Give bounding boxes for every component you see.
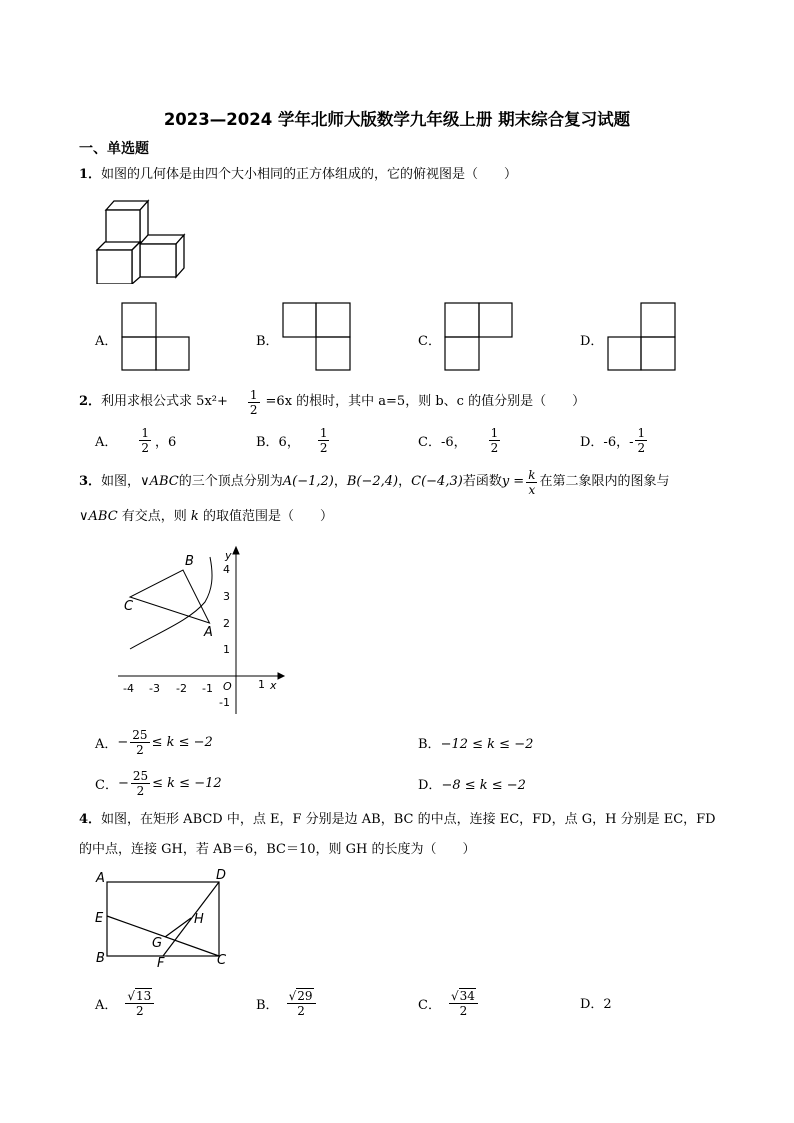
q3-option-b[interactable]	[418, 733, 533, 752]
fraction-denominator: 2	[136, 783, 145, 798]
question-4-line1	[79, 811, 716, 829]
option-text: −12 ≤ k ≤ −2	[440, 737, 534, 752]
q2-option-b[interactable]	[256, 422, 329, 458]
label-h: H	[194, 912, 204, 927]
question-3-line1	[79, 465, 670, 499]
fraction-denominator: 2	[459, 1004, 468, 1018]
q1-option-b-label[interactable]: B．	[256, 334, 279, 349]
point-c: C(−4,3)	[411, 474, 463, 489]
x-axis-arrow	[278, 673, 284, 679]
x-axis-label: x	[270, 679, 277, 692]
fraction	[125, 988, 154, 1018]
question-4-line2	[79, 841, 475, 859]
question-text-post: =6x 的根时，其中 a=5，则 b、c 的值分别是（ ）	[265, 394, 586, 409]
fraction-numerator: √13	[125, 988, 154, 1004]
option-label: B．6，	[256, 434, 300, 450]
y-tick: 1	[223, 643, 230, 656]
q1-option-c-label[interactable]: C．	[418, 334, 441, 349]
fraction	[248, 388, 260, 417]
q2-option-c[interactable]	[418, 422, 500, 458]
question-text: 的中点，连接 GH，若 AB＝6，BC＝10，则 GH 的长度为（ ）	[79, 842, 476, 857]
option-label: D．-6，-	[580, 434, 634, 450]
y-axis-arrow	[233, 547, 239, 554]
fraction	[131, 769, 150, 798]
fraction	[139, 426, 151, 455]
q4-option-c[interactable]	[418, 983, 478, 1023]
question-number: 3．	[79, 474, 102, 489]
question-text: 如图，在矩形 ABCD 中，点 E，F 分别是边 AB，BC 的中点，连接 EC，FD，点 G，H 分别是 EC，FD	[101, 812, 716, 827]
q3-option-a[interactable]	[95, 724, 213, 760]
fraction	[489, 426, 501, 455]
y-tick: 3	[223, 590, 230, 603]
label-b: B	[96, 951, 105, 966]
fraction-numerator: 1	[141, 425, 150, 440]
x-tick: 1	[258, 678, 265, 691]
fraction-numerator: k	[528, 467, 536, 482]
question-number: 1．	[79, 167, 102, 182]
fraction	[287, 988, 316, 1018]
fraction-numerator: √34	[449, 988, 478, 1004]
y-tick: -1	[219, 696, 230, 709]
fraction	[318, 426, 330, 455]
x-tick: -2	[176, 682, 187, 695]
option-label: B．	[256, 997, 279, 1013]
label-a: A	[96, 871, 105, 886]
triangle-symbol: ∨ABC	[79, 509, 118, 524]
fraction-denominator: 2	[249, 402, 258, 417]
option-label: C．-6，	[418, 434, 467, 450]
option-label: D．2	[580, 997, 612, 1012]
function-lhs: y =	[501, 474, 525, 489]
fraction-numerator: 25	[132, 727, 148, 742]
fraction-denominator: 2	[297, 1004, 305, 1018]
label-g: G	[152, 936, 163, 951]
text: 的三个顶点分别为	[178, 474, 283, 489]
question-number: 4．	[79, 812, 102, 827]
option-label: D．	[418, 778, 442, 793]
text: 的取值范围是（ ）	[198, 509, 333, 524]
question-1	[79, 166, 517, 184]
q2-option-a[interactable]	[95, 422, 176, 458]
label-e: E	[95, 911, 104, 926]
x-tick: -3	[149, 682, 160, 695]
fraction-numerator: 1	[249, 387, 258, 402]
label-f: F	[157, 956, 165, 970]
q4-option-a[interactable]	[95, 983, 154, 1023]
label-c: C	[217, 953, 227, 968]
y-tick: 4	[223, 563, 230, 576]
option-label: B．	[418, 737, 441, 752]
text: 有交点，则	[117, 509, 191, 524]
radicand: 13	[136, 989, 152, 1003]
q2-option-d[interactable]	[580, 422, 647, 458]
section-heading: 一、单选题	[79, 141, 149, 157]
q4-option-d[interactable]	[580, 993, 612, 1012]
label-d: D	[216, 868, 227, 883]
x-tick: -4	[123, 682, 134, 695]
negative-sign: −	[117, 775, 129, 791]
q4-option-b[interactable]	[256, 983, 316, 1023]
q3-option-c[interactable]	[95, 765, 222, 801]
fraction-denominator: 2	[136, 742, 144, 757]
q1-option-d-figure[interactable]	[607, 302, 677, 372]
option-label: A．	[95, 997, 118, 1013]
origin-label: O	[223, 680, 232, 693]
text: 如图，	[101, 474, 141, 489]
triangle-symbol: ∨ABC	[140, 474, 179, 489]
fraction-numerator: 1	[490, 425, 499, 440]
q1-option-c-figure[interactable]	[444, 302, 514, 372]
option-label: A．	[95, 434, 118, 450]
point-b: B(−2,4)	[346, 474, 399, 489]
fraction-denominator: x	[528, 482, 536, 497]
rectangle-figure	[92, 866, 237, 970]
question-text-pre: 利用求根公式求 5x²+	[101, 394, 228, 409]
page-title: 2023—2024 学年北师大版数学九年级上册 期末综合复习试题	[163, 110, 631, 129]
point-a-label: A	[204, 625, 213, 640]
text: ，	[333, 474, 347, 489]
q1-option-d-label[interactable]: D．	[580, 334, 604, 349]
variable-k: k	[190, 509, 199, 524]
fraction-denominator: 2	[319, 440, 328, 455]
option-label: C．	[418, 997, 441, 1013]
text: 若函数	[462, 474, 502, 489]
point-a: A(−1,2)	[282, 474, 334, 489]
fraction-numerator: 1	[319, 425, 328, 440]
x-tick: -1	[202, 682, 213, 695]
fraction-denominator: 2	[490, 440, 499, 455]
q3-option-d[interactable]	[418, 774, 526, 793]
negative-sign: −	[117, 734, 129, 750]
y-axis-label: y	[225, 549, 232, 562]
triangle-abc	[130, 570, 210, 623]
option-text: ≤ k ≤ −2	[151, 734, 213, 750]
fraction-denominator: 2	[136, 1004, 144, 1018]
point-b-label: B	[185, 554, 194, 569]
coordinate-graph	[110, 542, 290, 717]
fraction	[526, 468, 537, 497]
fraction	[130, 728, 149, 757]
radicand: 29	[297, 989, 313, 1003]
segment-gh	[165, 918, 191, 937]
fraction-numerator: 1	[637, 425, 646, 440]
fraction-numerator: √29	[287, 988, 316, 1004]
fraction	[449, 988, 478, 1018]
text: 在第二象限内的图象与	[539, 474, 670, 489]
radicand: 34	[459, 989, 475, 1003]
fraction	[635, 426, 647, 455]
point-c-label: C	[124, 599, 134, 614]
q1-option-a-figure[interactable]	[121, 302, 191, 372]
question-number: 2．	[79, 394, 102, 409]
cubes-figure	[94, 198, 186, 284]
question-2	[79, 385, 585, 419]
option-text: ，6	[155, 434, 177, 450]
question-3-line2	[79, 508, 333, 526]
q1-option-b-figure[interactable]	[282, 302, 352, 372]
q1-option-a-label[interactable]: A．	[95, 334, 118, 349]
option-text: −8 ≤ k ≤ −2	[441, 778, 526, 793]
fraction-denominator: 2	[637, 440, 646, 455]
fraction-numerator: 25	[132, 768, 149, 783]
option-label: C．	[95, 777, 118, 793]
y-tick: 2	[223, 617, 230, 630]
text: ，	[398, 474, 412, 489]
option-text: ≤ k ≤ −12	[152, 775, 222, 791]
question-text: 如图的几何体是由四个大小相同的正方体组成的，它的俯视图是（ ）	[101, 167, 518, 182]
segment-fd	[163, 882, 219, 956]
fraction-denominator: 2	[141, 440, 150, 455]
option-label: A．	[95, 736, 118, 752]
